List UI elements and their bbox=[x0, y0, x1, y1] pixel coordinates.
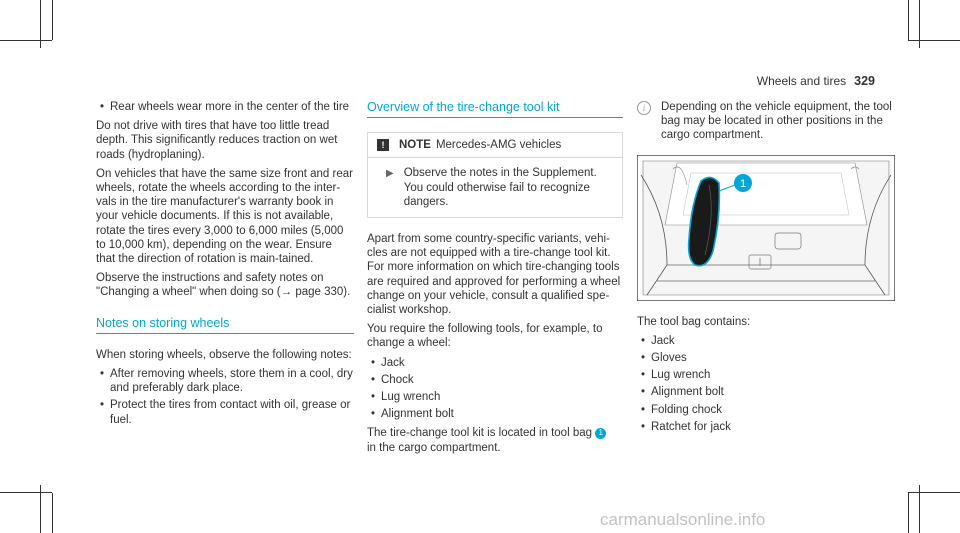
list-item: • Gloves bbox=[637, 351, 899, 365]
watermark: carmanualsonline.info bbox=[600, 510, 766, 529]
note-text: Observe the notes in the Supplement. You could otherwise fail to recognize dangers. bbox=[403, 167, 597, 208]
note-label: NOTE bbox=[399, 139, 431, 152]
paragraph-tool-bag bbox=[367, 426, 623, 454]
note-body bbox=[368, 158, 622, 217]
crop-mark bbox=[908, 40, 960, 41]
list-item: • Alignment bolt bbox=[367, 407, 623, 421]
paragraph: You require the following tools, for example, to change a wheel: bbox=[367, 323, 603, 350]
list-item: • Folding chock bbox=[637, 403, 899, 417]
info-icon: i bbox=[637, 101, 651, 115]
crop-mark bbox=[908, 0, 909, 40]
section-heading-tool-kit: Overview of the tire-change tool kit bbox=[367, 100, 623, 118]
page-number: 329 bbox=[854, 74, 875, 88]
text-fragment: The tire-change tool kit is located in tool bag bbox=[367, 427, 593, 440]
paragraph: Apart from some country-specific variants, vehi-cles are not equipped with a tire-change tool kit. For more information on which tire-changing tools are required and approved for performing a wheel change on your vehicle, consult a qualified spe-cialist workshop. bbox=[367, 233, 621, 317]
column-left bbox=[96, 100, 354, 432]
crop-mark bbox=[52, 493, 53, 533]
paragraph: Observe the instructions and safety notes on "Changing a wheel" when doing so (→ page 330). bbox=[96, 272, 351, 299]
list-item: • Jack bbox=[367, 356, 623, 370]
crop-mark bbox=[52, 0, 53, 40]
arrow-right-icon: ▶ bbox=[386, 168, 394, 180]
tool-bag-contents-list bbox=[637, 334, 899, 434]
cargo-compartment-figure bbox=[637, 155, 895, 301]
list-item: • Alignment bolt bbox=[637, 385, 899, 399]
crop-mark bbox=[0, 40, 52, 41]
list-item: • Jack bbox=[637, 334, 899, 348]
info-text: Depending on the vehicle equipment, the tool bag may be located in other positions in the cargo compartment. bbox=[661, 101, 892, 142]
paragraph: Do not drive with tires that have too little tread depth. This significantly reduces traction on wet roads (hydroplaning). bbox=[96, 120, 338, 161]
info-note bbox=[637, 100, 899, 143]
list-item: • Rear wheels wear more in the center of the tire bbox=[96, 100, 354, 114]
section-title: Wheels and tires bbox=[756, 74, 847, 88]
column-middle bbox=[367, 100, 623, 460]
list-item: • After removing wheels, store them in a cool, dry and preferably dark place. bbox=[96, 367, 354, 395]
list-item: • Lug wrench bbox=[367, 390, 623, 404]
column-right bbox=[637, 100, 899, 439]
note-header bbox=[368, 133, 622, 158]
paragraph: The tool bag contains: bbox=[637, 315, 751, 328]
figure-callout-label: 1 bbox=[739, 177, 747, 190]
tools-list bbox=[367, 356, 623, 422]
crop-mark bbox=[908, 492, 960, 493]
crop-mark bbox=[0, 492, 52, 493]
note-title: Mercedes-AMG vehicles bbox=[435, 139, 562, 152]
storing-bullet-list bbox=[96, 367, 354, 427]
note-icon: ! bbox=[377, 139, 389, 151]
list-item: • Ratchet for jack bbox=[637, 420, 899, 434]
page-header bbox=[757, 74, 875, 88]
section-heading-storing-wheels: Notes on storing wheels bbox=[96, 316, 354, 334]
top-bullet-list bbox=[96, 100, 354, 114]
paragraph: On vehicles that have the same size front and rear wheels, rotate the wheels according to the inter-vals in the tire manufacturer's warranty book in your vehicle documents. If this is not available, rotate the tires every 3,000 to 6,000 miles (5,000 to 10,000 km), depending on the wear. Ensure that the direction of rotation is main-tained. bbox=[96, 167, 353, 266]
text-fragment: in the cargo compartment. bbox=[367, 441, 501, 454]
list-item: • Protect the tires from contact with oil, grease or fuel. bbox=[96, 398, 354, 426]
list-item: • Chock bbox=[367, 373, 623, 387]
list-item: • Lug wrench bbox=[637, 368, 899, 382]
crop-mark bbox=[908, 493, 909, 533]
callout-badge-icon: 1 bbox=[595, 428, 606, 439]
paragraph: When storing wheels, observe the following notes: bbox=[96, 348, 352, 361]
note-box bbox=[367, 132, 623, 218]
